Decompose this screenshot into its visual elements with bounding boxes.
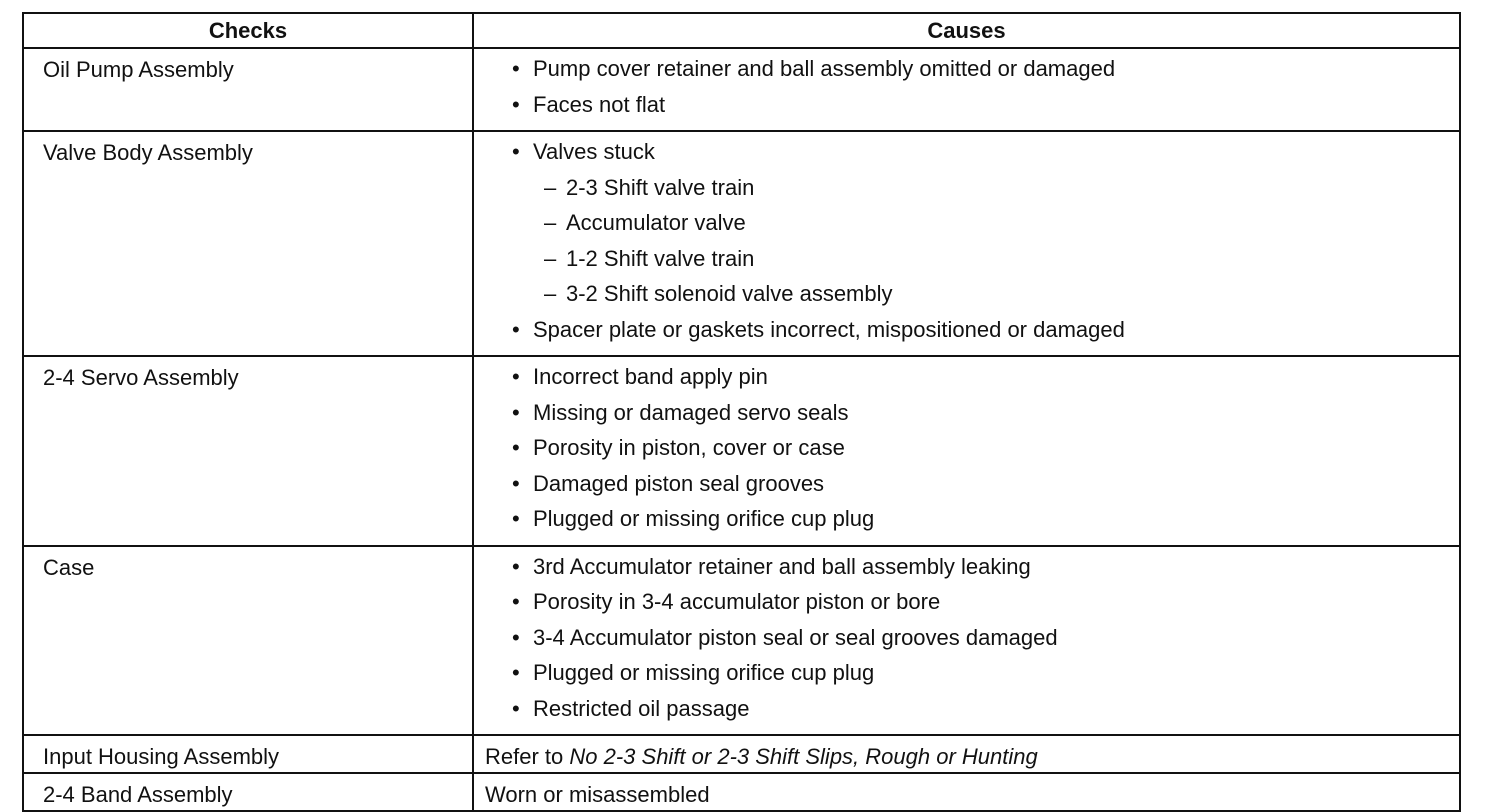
cause-item: • Missing or damaged servo seals	[474, 399, 1459, 435]
cause-text: Refer to	[485, 744, 570, 769]
causes-cell	[473, 131, 1460, 356]
table-row	[23, 48, 1460, 131]
causes-cell	[473, 735, 1460, 773]
causes-list	[474, 553, 1459, 731]
cause-item: • Plugged or missing orifice cup plug	[474, 505, 1459, 541]
check-cell: Case	[23, 546, 473, 736]
cause-subitem: – 2-3 Shift valve train	[474, 174, 1459, 210]
header-row	[23, 13, 1460, 48]
table-row	[23, 773, 1460, 811]
table-row	[23, 546, 1460, 736]
cause-item: • Incorrect band apply pin	[474, 363, 1459, 399]
causes-cell	[473, 773, 1460, 811]
cause-reference: No 2-3 Shift or 2-3 Shift Slips, Rough or Hunting	[569, 744, 1038, 769]
cause-item: • 3-4 Accumulator piston seal or seal grooves damaged	[474, 624, 1459, 660]
check-cell: Oil Pump Assembly	[23, 48, 473, 131]
cause-item: • Damaged piston seal grooves	[474, 470, 1459, 506]
cause-text: Worn or misassembled	[485, 782, 710, 807]
table-row	[23, 131, 1460, 356]
header-checks: Checks	[23, 13, 473, 48]
cause-item: • Restricted oil passage	[474, 695, 1459, 731]
causes-cell	[473, 48, 1460, 131]
check-cell: 2-4 Band Assembly	[23, 773, 473, 811]
causes-list	[474, 138, 1459, 351]
cause-item: • Spacer plate or gaskets incorrect, mispositioned or damaged	[474, 316, 1459, 352]
diagnosis-table	[22, 12, 1461, 812]
causes-list	[474, 363, 1459, 541]
check-cell: Input Housing Assembly	[23, 735, 473, 773]
header-causes: Causes	[473, 13, 1460, 48]
cause-subitem: – 1-2 Shift valve train	[474, 245, 1459, 281]
causes-list	[474, 55, 1459, 126]
causes-cell	[473, 356, 1460, 546]
table-row	[23, 356, 1460, 546]
check-cell: Valve Body Assembly	[23, 131, 473, 356]
cause-item: • Porosity in piston, cover or case	[474, 434, 1459, 470]
cause-item: • Plugged or missing orifice cup plug	[474, 659, 1459, 695]
cause-item: • 3rd Accumulator retainer and ball assembly leaking	[474, 553, 1459, 589]
cause-item: • Valves stuck	[474, 138, 1459, 174]
cause-subitem: – Accumulator valve	[474, 209, 1459, 245]
cause-item: • Porosity in 3-4 accumulator piston or bore	[474, 588, 1459, 624]
cause-item: • Pump cover retainer and ball assembly omitted or damaged	[474, 55, 1459, 91]
table-row	[23, 735, 1460, 773]
check-cell: 2-4 Servo Assembly	[23, 356, 473, 546]
causes-cell	[473, 546, 1460, 736]
cause-subitem: – 3-2 Shift solenoid valve assembly	[474, 280, 1459, 316]
cause-item: • Faces not flat	[474, 91, 1459, 127]
